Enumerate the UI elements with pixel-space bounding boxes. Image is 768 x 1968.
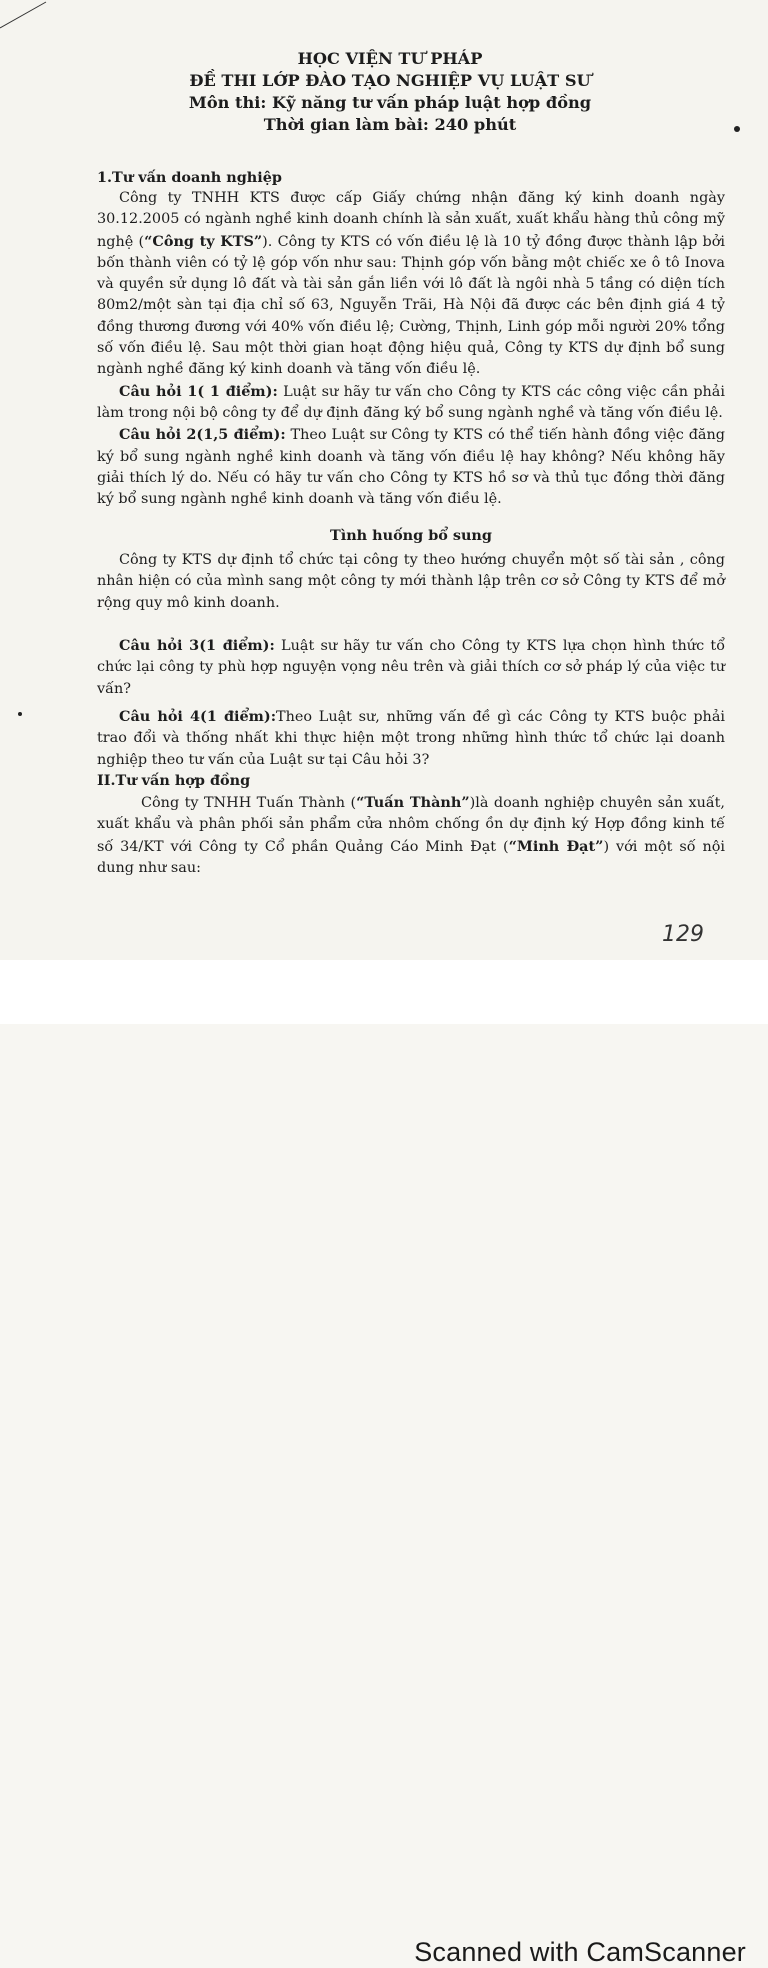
exam-header [90, 48, 690, 136]
question-3: Câu hỏi 3(1 điểm): Luật sư hãy tư vấn cho Công ty KTS lựa chọn hình thức tổ chức lại công ty phù hợp nguyện vọng nêu trên và giải thích cơ sở pháp lý của việc tư vấn? [97, 637, 725, 697]
ink-dot [734, 126, 740, 132]
scanner-footer [0, 960, 768, 1967]
scanned-page [0, 0, 768, 960]
supplementary-paragraph: Công ty KTS dự định tổ chức tại công ty theo hướng chuyển một số tài sản , công nhân hiện có của mình sang một công ty mới thành lập trên cơ sở Công ty KTS để mở rộng quy mô kinh doanh. [97, 552, 725, 611]
supplementary-title: Tình huống bổ sung [330, 527, 492, 544]
ink-dot [18, 712, 22, 716]
question-1: Câu hỏi 1( 1 điểm): Luật sư hãy tư vấn cho Công ty KTS các công việc cần phải làm trong nội bộ công ty để dự định đăng ký bổ sung ngành nghề và tăng vốn điều lệ. [97, 382, 725, 421]
handwritten-page-number: 129 [662, 922, 704, 947]
section-2-title: II.Tư vấn hợp đồng [97, 772, 251, 789]
question-4: Câu hỏi 4(1 điểm):Theo Luật sư, những vấn đề gì các Công ty KTS buộc phải trao đổi và thống nhất khi thực hiện một trong những hình thức tổ chức lại doanh nghiệp theo tư vấn của Luật sư tại Câu hỏi 3? [97, 708, 726, 768]
section-1-title: 1.Tư vấn doanh nghiệp [97, 169, 282, 186]
section-1-body [97, 188, 725, 510]
section-2-paragraph: Công ty TNHH Tuấn Thành (“Tuấn Thành”)là doanh nghiệp chuyên sản xuất, xuất khẩu và phân phối sản phẩm cửa nhôm chống ồn dự định ký Hợp đồng kinh tế số 34/KT với Công ty Cổ phần Quảng Cáo Minh Đạt (“Minh Đạt”) với một số nội dung như sau: [97, 794, 726, 876]
duration-line: Thời gian làm bài: 240 phút [263, 115, 517, 134]
subject-line: Môn thi: Kỹ năng tư vấn pháp luật hợp đồng [188, 93, 592, 112]
question-2: Câu hỏi 2(1,5 điểm): Theo Luật sư Công ty KTS có thể tiến hành đồng việc đăng ký bổ sung ngành nghề kinh doanh và tăng vốn điều lệ hay không? Nếu không hãy giải thích lý do. Nếu có hãy tư vấn cho Công ty KTS hồ sơ và thủ tục đồng thời đăng ký bổ sung ngành nghề kinh doanh và tăng vốn điều lệ. [97, 426, 725, 508]
institution-title: HỌC VIỆN TƯ PHÁP [297, 49, 483, 68]
scan-corner-mark [0, 0, 48, 30]
camscanner-watermark: Scanned with CamScanner [414, 1937, 746, 1967]
exam-title: ĐỀ THI LỚP ĐÀO TẠO NGHIỆP VỤ LUẬT SƯ [189, 71, 591, 90]
intro-paragraph: Công ty TNHH KTS được cấp Giấy chứng nhận đăng ký kinh doanh ngày 30.12.2005 có ngành nghề kinh doanh chính là sản xuất, xuất khẩu hàng thủ công mỹ nghệ (“Công ty KTS”). Công ty KTS có vốn điều lệ là 10 tỷ đồng được thành lập bởi bốn thành viên có tỷ lệ góp vốn như sau: Thịnh góp vốn bằng một chiếc xe ô tô Inova và quyền sử dụng lô đất và tài sản gắn liền với lô đất là ngôi nhà 5 tầng có diện tích 80m2/một sàn tại địa chỉ số 63, Nguyễn Trãi, Hà Nội đã được các bên định giá 4 tỷ đồng thương đương với 40% vốn điều lệ; Cường, Thịnh, Linh góp mỗi người 20% tổng số vốn điều lệ. Sau một thời gian hoạt động hiệu quả, Công ty KTS dự định bổ sung ngành nghề đăng ký kinh doanh và tăng vốn điều lệ. [97, 190, 725, 378]
